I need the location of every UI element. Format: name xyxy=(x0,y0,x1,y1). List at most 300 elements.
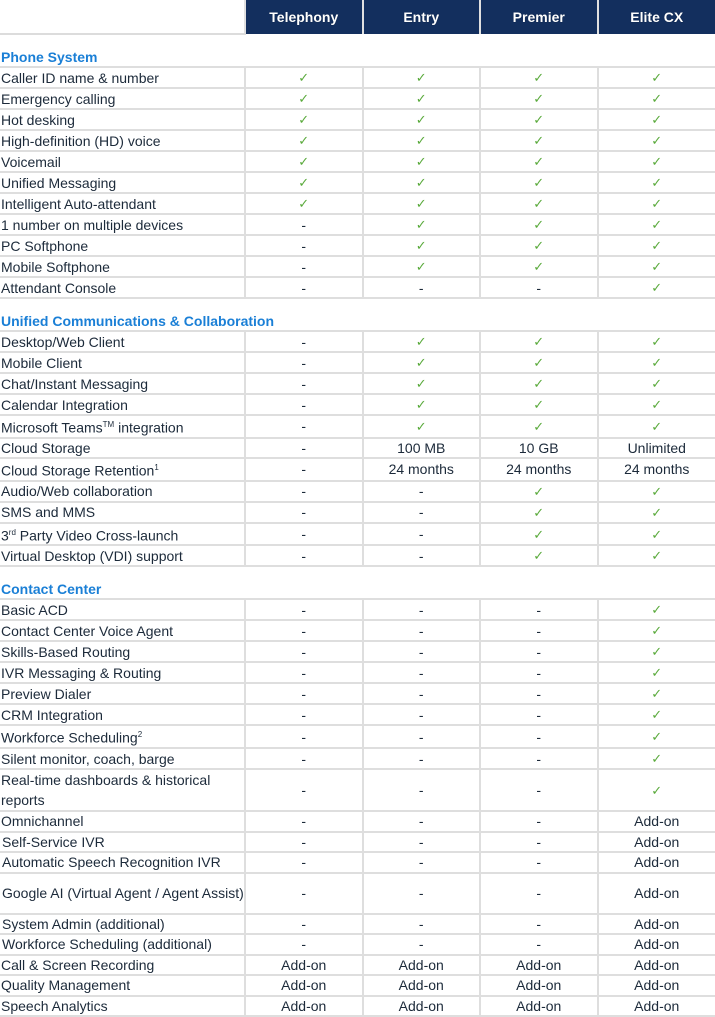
plan-value-cell xyxy=(480,748,598,769)
dash-not-included: - xyxy=(301,461,306,477)
dash-not-included: - xyxy=(536,686,541,702)
table-row xyxy=(0,88,715,109)
dash-not-included: - xyxy=(301,440,306,456)
plan-value-cell xyxy=(363,235,481,256)
plan-value-cell xyxy=(245,975,363,996)
check-icon: ✓ xyxy=(651,505,662,520)
plan-value-text: Unlimited xyxy=(628,440,686,456)
check-icon: ✓ xyxy=(416,259,427,274)
table-row xyxy=(0,67,715,88)
feature-label: Unified Messaging xyxy=(0,172,245,193)
plan-value-cell xyxy=(598,235,715,256)
plan-value-cell xyxy=(480,683,598,704)
plan-value-cell xyxy=(598,662,715,683)
table-row xyxy=(0,769,715,811)
plan-value-cell xyxy=(480,193,598,214)
section-header-contact-center xyxy=(0,580,715,599)
feature-label: Emergency calling xyxy=(0,88,245,109)
dash-not-included: - xyxy=(536,644,541,660)
plan-value-cell xyxy=(245,88,363,109)
dash-not-included: - xyxy=(301,686,306,702)
check-icon: ✓ xyxy=(298,133,309,148)
check-icon: ✓ xyxy=(298,91,309,106)
plan-value-cell xyxy=(598,172,715,193)
check-icon: ✓ xyxy=(533,154,544,169)
plan-value-cell xyxy=(245,415,363,438)
plan-value-cell xyxy=(363,873,481,914)
table-row xyxy=(0,277,715,298)
plan-value-text: 10 GB xyxy=(519,440,559,456)
table-row xyxy=(0,214,715,235)
plan-value-cell xyxy=(363,683,481,704)
feature-superscript: rd xyxy=(9,528,16,537)
plan-value-cell xyxy=(598,394,715,415)
dash-not-included: - xyxy=(419,936,424,952)
plan-value-cell xyxy=(245,769,363,811)
plan-value-cell xyxy=(480,725,598,748)
plan-value-text: Add-on xyxy=(281,977,326,993)
table-row xyxy=(0,235,715,256)
feature-label: SMS and MMS xyxy=(0,502,245,523)
plan-value-cell xyxy=(245,373,363,394)
dash-not-included: - xyxy=(301,644,306,660)
plan-value-cell xyxy=(480,214,598,235)
check-icon: ✓ xyxy=(416,238,427,253)
dash-not-included: - xyxy=(419,548,424,564)
plan-value-cell xyxy=(363,852,481,873)
plan-value-cell xyxy=(245,832,363,853)
header-row xyxy=(0,0,715,34)
plan-value-cell xyxy=(363,193,481,214)
dash-not-included: - xyxy=(419,885,424,901)
plan-value-cell xyxy=(245,438,363,459)
plan-value-cell xyxy=(363,415,481,438)
plan-value-cell xyxy=(598,151,715,172)
plan-value-cell xyxy=(363,438,481,459)
plan-value-text: Add-on xyxy=(516,977,561,993)
plan-value-cell xyxy=(245,277,363,298)
plan-value-cell xyxy=(245,130,363,151)
plan-value-cell xyxy=(245,996,363,1017)
dash-not-included: - xyxy=(536,936,541,952)
plan-value-cell xyxy=(480,955,598,976)
check-icon: ✓ xyxy=(651,376,662,391)
check-icon: ✓ xyxy=(298,70,309,85)
plan-value-cell xyxy=(363,88,481,109)
plan-value-text: Add-on xyxy=(281,998,326,1014)
feature-label-text: Workforce Scheduling xyxy=(1,730,138,746)
plan-value-text: Add-on xyxy=(634,834,679,850)
plan-value-cell xyxy=(245,502,363,523)
dash-not-included: - xyxy=(301,729,306,745)
feature-label: Mobile Softphone xyxy=(0,256,245,277)
plan-value-cell xyxy=(363,599,481,620)
check-icon: ✓ xyxy=(416,196,427,211)
check-icon: ✓ xyxy=(533,175,544,190)
plan-value-cell xyxy=(245,620,363,641)
plan-value-cell xyxy=(480,934,598,955)
check-icon: ✓ xyxy=(416,112,427,127)
plan-value-cell xyxy=(598,523,715,546)
dash-not-included: - xyxy=(419,751,424,767)
check-icon: ✓ xyxy=(533,238,544,253)
plan-value-cell xyxy=(245,172,363,193)
feature-label: Calendar Integration xyxy=(0,394,245,415)
plan-value-cell xyxy=(598,458,715,481)
plan-value-cell xyxy=(480,502,598,523)
section-spacer xyxy=(0,34,715,48)
table-row xyxy=(0,352,715,373)
dash-not-included: - xyxy=(301,526,306,542)
plan-value-cell xyxy=(245,599,363,620)
plan-value-cell xyxy=(598,748,715,769)
dash-not-included: - xyxy=(536,602,541,618)
plan-value-cell xyxy=(480,641,598,662)
dash-not-included: - xyxy=(419,729,424,745)
check-icon: ✓ xyxy=(651,419,662,434)
check-icon: ✓ xyxy=(533,376,544,391)
check-icon: ✓ xyxy=(651,686,662,701)
dash-not-included: - xyxy=(536,813,541,829)
plan-value-cell xyxy=(480,769,598,811)
plan-value-cell xyxy=(598,832,715,853)
plan-value-cell xyxy=(363,641,481,662)
plan-value-cell xyxy=(480,620,598,641)
feature-label: Contact Center Voice Agent xyxy=(0,620,245,641)
plan-value-cell xyxy=(598,914,715,935)
table-row xyxy=(0,748,715,769)
feature-label: Speech Analytics xyxy=(0,996,245,1017)
table-row xyxy=(0,331,715,352)
dash-not-included: - xyxy=(419,916,424,932)
section-spacer xyxy=(0,298,715,312)
plan-value-text: Add-on xyxy=(399,998,444,1014)
table-row xyxy=(0,172,715,193)
plan-value-cell xyxy=(363,975,481,996)
dash-not-included: - xyxy=(419,782,424,798)
dash-not-included: - xyxy=(301,885,306,901)
feature-label: Quality Management xyxy=(0,975,245,996)
feature-label: Virtual Desktop (VDI) support xyxy=(0,545,245,566)
plan-value-cell xyxy=(598,545,715,566)
feature-label-text: Microsoft Teams xyxy=(1,420,103,436)
plan-value-text: Add-on xyxy=(634,813,679,829)
feature-label: Voicemail xyxy=(0,151,245,172)
plan-value-cell xyxy=(363,832,481,853)
feature-label xyxy=(0,458,245,481)
dash-not-included: - xyxy=(419,623,424,639)
dash-not-included: - xyxy=(301,280,306,296)
feature-label-text: Cloud Storage Retention xyxy=(1,463,154,479)
section-title: Phone System xyxy=(0,48,715,67)
feature-label: Self-Service IVR xyxy=(0,832,245,853)
feature-label xyxy=(0,725,245,748)
table-row xyxy=(0,914,715,935)
check-icon: ✓ xyxy=(416,175,427,190)
plan-value-text: Add-on xyxy=(634,998,679,1014)
plan-value-cell xyxy=(480,832,598,853)
feature-superscript: 1 xyxy=(154,463,158,472)
plan-value-cell xyxy=(363,130,481,151)
plan-value-cell xyxy=(363,704,481,725)
plan-value-cell xyxy=(598,641,715,662)
check-icon: ✓ xyxy=(416,419,427,434)
check-icon: ✓ xyxy=(651,196,662,211)
plan-value-cell xyxy=(480,852,598,873)
plan-value-text: 24 months xyxy=(506,461,571,477)
check-icon: ✓ xyxy=(651,548,662,563)
dash-not-included: - xyxy=(536,916,541,932)
plan-value-cell xyxy=(598,481,715,502)
plan-value-cell xyxy=(363,502,481,523)
dash-not-included: - xyxy=(536,707,541,723)
dash-not-included: - xyxy=(301,707,306,723)
check-icon: ✓ xyxy=(651,70,662,85)
feature-label: Audio/Web collaboration xyxy=(0,481,245,502)
feature-label: Silent monitor, coach, barge xyxy=(0,748,245,769)
check-icon: ✓ xyxy=(416,91,427,106)
header-blank-cell xyxy=(0,0,245,34)
plan-value-cell xyxy=(363,109,481,130)
dash-not-included: - xyxy=(419,280,424,296)
plan-value-cell xyxy=(480,109,598,130)
plan-value-cell xyxy=(363,662,481,683)
section-spacer xyxy=(0,566,715,580)
dash-not-included: - xyxy=(301,665,306,681)
feature-label: Skills-Based Routing xyxy=(0,641,245,662)
dash-not-included: - xyxy=(536,280,541,296)
section-title: Unified Communications & Collaboration xyxy=(0,312,715,331)
table-row xyxy=(0,975,715,996)
dash-not-included: - xyxy=(301,834,306,850)
plan-value-cell xyxy=(245,394,363,415)
dash-not-included: - xyxy=(301,483,306,499)
plan-value-cell xyxy=(245,67,363,88)
plan-value-cell xyxy=(480,277,598,298)
plan-value-cell xyxy=(598,769,715,811)
dash-not-included: - xyxy=(301,916,306,932)
plan-value-cell xyxy=(363,725,481,748)
check-icon: ✓ xyxy=(651,623,662,638)
dash-not-included: - xyxy=(301,217,306,233)
check-icon: ✓ xyxy=(533,484,544,499)
check-icon: ✓ xyxy=(651,175,662,190)
plan-value-text: 100 MB xyxy=(397,440,445,456)
plan-value-text: Add-on xyxy=(281,957,326,973)
table-row xyxy=(0,109,715,130)
feature-label-text: 3 xyxy=(1,527,9,543)
plan-value-cell xyxy=(598,683,715,704)
feature-label: Omnichannel xyxy=(0,811,245,832)
table-row xyxy=(0,415,715,438)
plan-value-cell xyxy=(480,662,598,683)
feature-label: Cloud Storage xyxy=(0,438,245,459)
dash-not-included: - xyxy=(301,854,306,870)
plan-value-cell xyxy=(598,88,715,109)
check-icon: ✓ xyxy=(533,91,544,106)
plan-value-cell xyxy=(363,256,481,277)
plan-value-cell xyxy=(598,256,715,277)
dash-not-included: - xyxy=(419,707,424,723)
check-icon: ✓ xyxy=(651,217,662,232)
table-row xyxy=(0,996,715,1017)
plan-value-text: Add-on xyxy=(516,957,561,973)
plan-value-cell xyxy=(363,811,481,832)
table-row xyxy=(0,725,715,748)
plan-value-cell xyxy=(480,373,598,394)
plan-value-cell xyxy=(480,545,598,566)
plan-value-cell xyxy=(363,331,481,352)
plan-value-cell xyxy=(363,545,481,566)
table-row xyxy=(0,394,715,415)
check-icon: ✓ xyxy=(533,397,544,412)
plan-value-cell xyxy=(363,914,481,935)
plan-header-telephony: Telephony xyxy=(245,0,363,34)
feature-label: Desktop/Web Client xyxy=(0,331,245,352)
plan-value-cell xyxy=(363,769,481,811)
plan-value-cell xyxy=(598,109,715,130)
check-icon: ✓ xyxy=(651,133,662,148)
plan-value-cell xyxy=(598,599,715,620)
table-row xyxy=(0,193,715,214)
plan-value-cell xyxy=(598,620,715,641)
check-icon: ✓ xyxy=(651,751,662,766)
plan-value-cell xyxy=(245,852,363,873)
dash-not-included: - xyxy=(301,397,306,413)
plan-value-text: Add-on xyxy=(516,998,561,1014)
spacer-cell xyxy=(0,34,715,48)
dash-not-included: - xyxy=(419,483,424,499)
plan-value-cell xyxy=(480,914,598,935)
plan-value-cell xyxy=(245,545,363,566)
table-row xyxy=(0,458,715,481)
plan-value-cell xyxy=(480,172,598,193)
plan-value-cell xyxy=(480,599,598,620)
feature-label: System Admin (additional) xyxy=(0,914,245,935)
plan-value-cell xyxy=(598,934,715,955)
feature-label-text-after: integration xyxy=(114,420,183,436)
dash-not-included: - xyxy=(419,504,424,520)
plan-value-cell xyxy=(363,996,481,1017)
plan-value-cell xyxy=(363,172,481,193)
check-icon: ✓ xyxy=(533,355,544,370)
dash-not-included: - xyxy=(301,623,306,639)
plan-value-cell xyxy=(598,67,715,88)
table-row xyxy=(0,481,715,502)
plan-value-cell xyxy=(480,811,598,832)
feature-label: Real-time dashboards & historical reports xyxy=(0,769,245,811)
dash-not-included: - xyxy=(419,813,424,829)
feature-superscript: TM xyxy=(103,420,115,429)
dash-not-included: - xyxy=(301,548,306,564)
check-icon: ✓ xyxy=(416,355,427,370)
section-header-phone-system xyxy=(0,48,715,67)
feature-label: PC Softphone xyxy=(0,235,245,256)
feature-label xyxy=(0,523,245,546)
feature-label: Automatic Speech Recognition IVR xyxy=(0,852,245,873)
plan-value-cell xyxy=(363,214,481,235)
plan-value-cell xyxy=(598,130,715,151)
plan-value-cell xyxy=(245,352,363,373)
check-icon: ✓ xyxy=(651,154,662,169)
plan-value-cell xyxy=(480,996,598,1017)
plan-value-cell xyxy=(598,438,715,459)
plan-value-cell xyxy=(245,725,363,748)
plan-value-cell xyxy=(480,130,598,151)
feature-label: Google AI (Virtual Agent / Agent Assist) xyxy=(0,873,245,914)
check-icon: ✓ xyxy=(651,602,662,617)
feature-label xyxy=(0,415,245,438)
plan-value-text: Add-on xyxy=(634,936,679,952)
check-icon: ✓ xyxy=(533,505,544,520)
dash-not-included: - xyxy=(419,854,424,870)
feature-label: Attendant Console xyxy=(0,277,245,298)
plan-value-cell xyxy=(245,914,363,935)
feature-label: CRM Integration xyxy=(0,704,245,725)
plan-value-cell xyxy=(245,214,363,235)
plan-value-cell xyxy=(480,151,598,172)
plan-value-cell xyxy=(245,811,363,832)
dash-not-included: - xyxy=(301,238,306,254)
check-icon: ✓ xyxy=(651,112,662,127)
plan-value-cell xyxy=(598,277,715,298)
plan-value-cell xyxy=(480,88,598,109)
check-icon: ✓ xyxy=(651,91,662,106)
plan-value-cell xyxy=(598,502,715,523)
plan-value-cell xyxy=(245,523,363,546)
plan-value-cell xyxy=(480,975,598,996)
dash-not-included: - xyxy=(419,665,424,681)
check-icon: ✓ xyxy=(533,527,544,542)
check-icon: ✓ xyxy=(651,238,662,253)
dash-not-included: - xyxy=(536,751,541,767)
table-row xyxy=(0,662,715,683)
plan-value-cell xyxy=(598,975,715,996)
table-row xyxy=(0,704,715,725)
check-icon: ✓ xyxy=(651,707,662,722)
plan-value-cell xyxy=(598,955,715,976)
dash-not-included: - xyxy=(301,936,306,952)
plan-value-cell xyxy=(245,662,363,683)
plan-value-text: Add-on xyxy=(634,854,679,870)
dash-not-included: - xyxy=(536,665,541,681)
plan-value-cell xyxy=(245,235,363,256)
table-row xyxy=(0,523,715,546)
spacer-cell xyxy=(0,566,715,580)
dash-not-included: - xyxy=(301,259,306,275)
plan-value-cell xyxy=(363,748,481,769)
plan-value-cell xyxy=(363,934,481,955)
plan-value-cell xyxy=(245,331,363,352)
feature-label: IVR Messaging & Routing xyxy=(0,662,245,683)
plan-value-cell xyxy=(598,996,715,1017)
check-icon: ✓ xyxy=(651,397,662,412)
feature-superscript: 2 xyxy=(138,730,142,739)
dash-not-included: - xyxy=(419,644,424,660)
plan-value-cell xyxy=(480,394,598,415)
plan-value-text: 24 months xyxy=(389,461,454,477)
plan-value-cell xyxy=(363,67,481,88)
plan-value-cell xyxy=(598,725,715,748)
plan-value-cell xyxy=(598,193,715,214)
plan-value-cell xyxy=(598,852,715,873)
check-icon: ✓ xyxy=(651,783,662,798)
dash-not-included: - xyxy=(301,504,306,520)
plan-value-cell xyxy=(245,193,363,214)
check-icon: ✓ xyxy=(298,154,309,169)
check-icon: ✓ xyxy=(651,355,662,370)
check-icon: ✓ xyxy=(533,217,544,232)
